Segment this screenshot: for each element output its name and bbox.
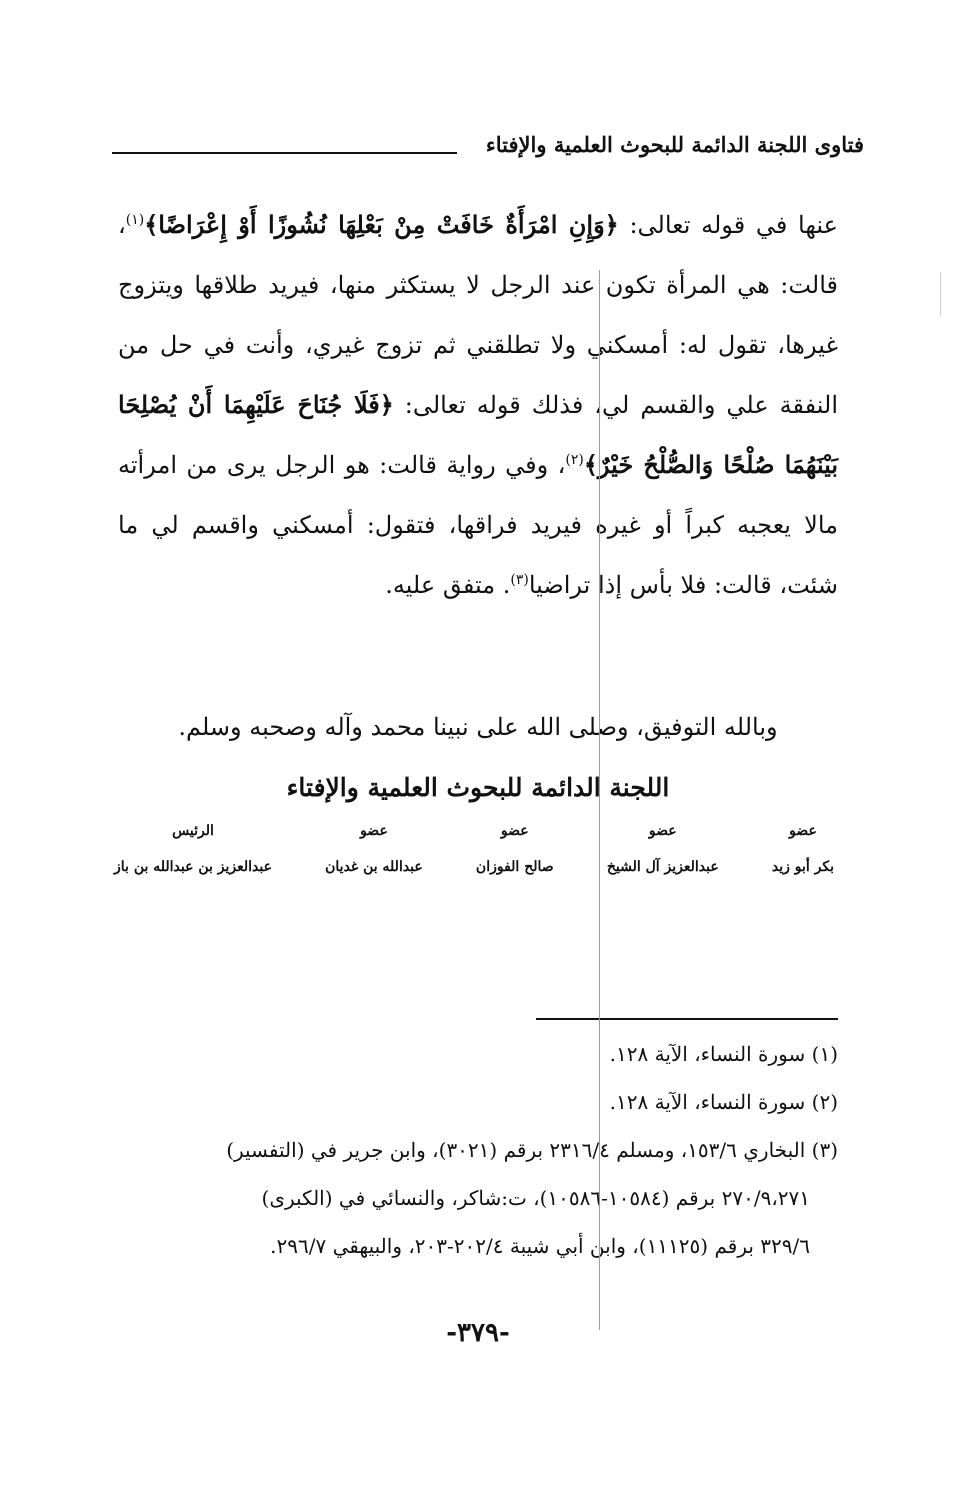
footnote-ref-2: (٢) — [565, 452, 584, 468]
quran-verse-2: ﴿فَلَا جُنَاحَ عَلَيْهِمَا أَنْ يُصْلِحَا بَيْنَهُمَا صُلْحًا وَالصُّلْحُ خَيْرٌ﴾ — [118, 390, 839, 479]
signatory — [607, 823, 719, 875]
signatory-president — [114, 823, 272, 875]
signatory-role: عضو — [648, 823, 677, 839]
signatory-role: عضو — [500, 823, 529, 839]
signatory — [772, 823, 834, 875]
body-paragraph — [118, 195, 838, 615]
signatory-name: عبدالله بن غديان — [325, 859, 423, 875]
fatwa-body — [118, 195, 838, 615]
closing-prayer: وبالله التوفيق، وصلى الله على نبينا محمد وآله وصحبه وسلم. — [178, 713, 778, 741]
footnote-rule — [536, 1018, 838, 1020]
quran-verse-1: ﴿وَإِنِ امْرَأَةٌ خَافَتْ مِنْ بَعْلِهَا نُشُوزًا أَوْ إِعْرَاضًا﴾ — [144, 210, 619, 239]
body-segment: ، وفي رواية قالت: هو الرجل يرى من امرأته مالا يعجبه كبراً أو غيره فيريد فراقها، فتقول: أمسكني واقسم لي ما شئت، قالت: فلا بأس إذا تراضيا — [118, 451, 838, 599]
footnote-3-continued: ٣٢٩/٦ برقم (١١١٢٥)، وابن أبي شيبة ٢٠٢/٤-٢٠٣، والبيهقي ٢٩٦/٧. — [270, 1234, 810, 1258]
body-segment: ، قالت: هي المرأة تكون عند الرجل لا يستكثر منها، فيريد طلاقها ويتزوج غيرها، تقول له: أمسكني ولا تطلقني ثم تزوج غيري، وأنت في حل من النفقة علي والقسم لي، فذلك قوله تعالى: — [118, 211, 839, 419]
body-segment: عنها في قوله تعالى: — [618, 211, 838, 239]
signatories — [114, 823, 834, 875]
signatory-name: بكر أبو زيد — [771, 859, 834, 875]
footnote-1: (١) سورة النساء، الآية ١٢٨. — [609, 1042, 838, 1066]
margin-mark — [940, 272, 941, 316]
footnote-ref-1: (١) — [125, 212, 145, 228]
header-rule — [112, 152, 457, 154]
signatory-name: عبدالعزيز بن عبدالله بن باز — [114, 859, 272, 875]
committee-title: اللجنة الدائمة للبحوث العلمية والإفتاء — [286, 773, 670, 802]
page-number: -٣٧٩- — [446, 1318, 510, 1348]
signatory-role: عضو — [789, 823, 817, 839]
signatory-name: صالح الفوزان — [475, 859, 554, 875]
footnote-3: (٣) البخاري ١٥٣/٦، ومسلم ٢٣١٦/٤ برقم (٣٠٢١)، وابن جرير في (التفسير) — [226, 1138, 838, 1162]
footnote-ref-3: (٣) — [510, 572, 529, 588]
footnotes — [118, 1030, 838, 1270]
scan-artifact-line — [599, 270, 600, 1330]
signatory-role: الرئيس — [172, 823, 214, 839]
signatory-name: عبدالعزيز آل الشيخ — [606, 859, 719, 875]
footnote-2: (٢) سورة النساء، الآية ١٢٨. — [609, 1090, 838, 1114]
signatory — [325, 823, 423, 875]
body-segment: . متفق عليه. — [385, 571, 511, 599]
signatory — [476, 823, 554, 875]
signatory-role: عضو — [360, 823, 388, 839]
footnote-3-continued: ٢٧٠/٩،٢٧١ برقم (١٠٥٨٤-١٠٥٨٦)، ت:شاكر، والنسائي في (الكبرى) — [261, 1186, 810, 1210]
running-header: فتاوى اللجنة الدائمة للبحوث العلمية والإفتاء — [485, 132, 864, 157]
